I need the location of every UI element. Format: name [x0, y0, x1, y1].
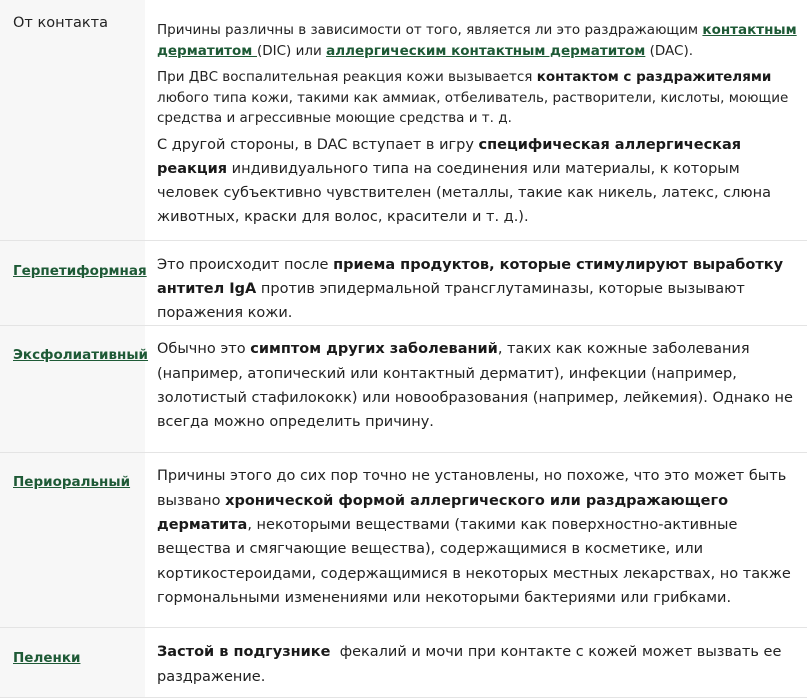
- type-cell: [0, 628, 145, 698]
- paragraph-exfoliative: [157, 337, 797, 434]
- text-span: С другой стороны, в DAC вступает в игру: [157, 136, 479, 153]
- text-span: (DIC) или: [256, 42, 327, 59]
- type-label-contact: От контакта: [13, 15, 109, 31]
- description-cell: [145, 628, 807, 698]
- type-cell: [0, 0, 145, 240]
- description-cell: [145, 326, 807, 453]
- text-span: Причины различны в зависимости от того, является ли это раздражающим: [157, 22, 703, 38]
- table-row: [0, 240, 807, 326]
- description-cell: [145, 240, 807, 326]
- text-span: Причины этого до сих пор точно не установлены, но похоже, что это может быть вызвано: [157, 468, 787, 509]
- text-span: против эпидермальной трансглутаминазы, которые вызывают поражения кожи.: [157, 280, 745, 322]
- bold-text: хронической формой аллергического или раздражающего дерматита: [157, 492, 729, 533]
- bold-text: специфическая аллергическая реакция: [157, 136, 742, 177]
- paragraph-dic-dac: [157, 20, 797, 61]
- text-span: , некоторыми веществами (такими как поверхностно-активные вещества и смягчающие вещества), содержащимися в косметике, или кортикостероидами, содержащимися в некоторых местных лекарствах, но также гормональными изменениями или некоторыми бактериями или грибками.: [157, 516, 791, 606]
- text-span: Обычно это: [157, 341, 251, 358]
- paragraph-herpetiform: [157, 253, 797, 326]
- link-exfoliative[interactable]: Эксфолиативный: [13, 347, 149, 364]
- text-span: фекалий и мочи при контакте с кожей может вызвать ее раздражение.: [157, 644, 786, 685]
- table-row: [0, 453, 807, 628]
- type-cell: [0, 240, 145, 326]
- paragraph-dac: [157, 133, 797, 230]
- link-diaper[interactable]: Пеленки: [13, 650, 81, 667]
- bold-text: Застой в подгузнике: [157, 644, 331, 661]
- bold-text: приема продуктов, которые стимулируют выработку антител IgA: [157, 256, 784, 297]
- text-span: любого типа кожи, такими как аммиак, отбеливатель, растворители, кислоты, моющие средства и агрессивные моющие средства и т. д.: [157, 89, 789, 126]
- link-herpetiform[interactable]: Герпетиформная: [13, 262, 147, 279]
- link-perioral[interactable]: Периоральный: [13, 474, 131, 491]
- type-cell: [0, 326, 149, 453]
- bold-text: контактом с раздражителями: [536, 69, 772, 85]
- link-allergic-contact-dermatitis[interactable]: аллергическим контактным дерматитом: [326, 42, 646, 59]
- description-cell: [145, 453, 807, 628]
- table-row: [0, 628, 807, 698]
- paragraph-dvs: [157, 67, 797, 129]
- text-span: (DAC).: [645, 42, 694, 59]
- table-row: [0, 0, 807, 240]
- text-span: , таких как кожные заболевания (например, атопический или контактный дерматит), инфекции (например, золотистый стафилококк) или новообразования (например, лейкемия). Однако не всегда можно определить причину.: [157, 341, 793, 431]
- link-irritant-contact-dermatitis[interactable]: контактным дерматитом: [157, 22, 797, 59]
- text-span: индивидуального типа на соединения или материалы, к которым человек субъективно чувствителен (металлы, такие как никель, латекс, слюна животных, краски для волос, красители и т. д.).: [157, 160, 771, 226]
- type-cell: [0, 453, 145, 628]
- bold-text: симптом других заболеваний: [250, 341, 498, 358]
- description-cell: [145, 0, 807, 240]
- paragraph-diaper: [157, 640, 797, 689]
- text-span: При ДВС воспалительная реакция кожи вызывается: [157, 69, 537, 85]
- paragraph-perioral: [157, 464, 797, 610]
- table-row: [0, 326, 807, 453]
- text-span: Это происходит после: [157, 256, 334, 273]
